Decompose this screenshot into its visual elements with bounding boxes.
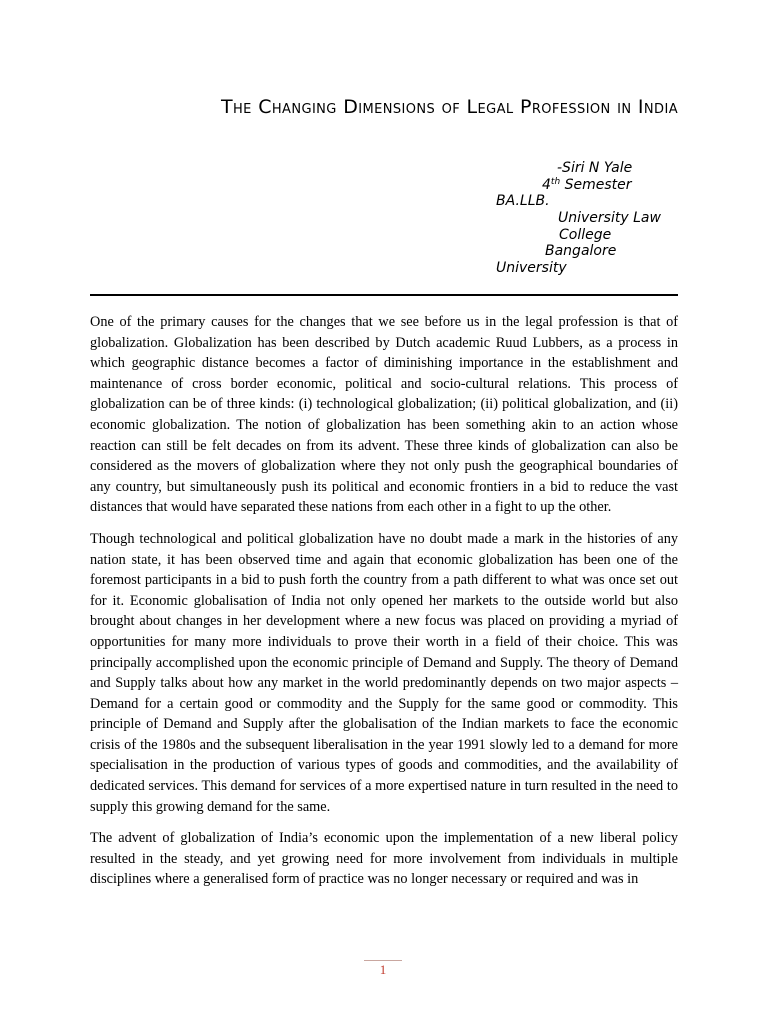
paragraph: The advent of globalization of India’s economic upon the implementation of a new liberal policy resulted in the steady, and yet growing need for more involvement from individuals in multiple disciplines where a generalised form of practice was no longer necessary or required and was in <box>90 830 678 888</box>
author-semester: 4th Semester <box>542 177 632 193</box>
document-body <box>90 312 678 901</box>
author-name: -Siri N Yale <box>557 160 633 176</box>
author-college-line-2: College <box>559 227 612 243</box>
title-divider <box>90 294 678 296</box>
author-university-line-1: Bangalore <box>545 243 617 259</box>
author-college-line-1: University Law <box>558 210 661 226</box>
author-degree: BA.LLB. <box>496 193 550 209</box>
page-number: 1 <box>379 962 387 977</box>
author-university-line-2: University <box>496 260 567 276</box>
paragraph: One of the primary causes for the changes that we see before us in the legal profession is that of globalization. Globalization has been described by Dutch academic Ruud Lubbers, as a process in which geographic distance becomes a factor of diminishing importance in the establishment and maintenance of cross border economic, political and socio-cultural relations. This process of globalization can be of three kinds: (i) technological globalization; (ii) political globalization, and (ii) economic globalization. The notion of globalization has been something akin to an action whose reaction can still be felt decades on from its advent. These three kinds of globalization can also be considered as the movers of globalization where they not only push the geographical boundaries of any country, but simultaneously push its political and economic frontiers in a bid to reduce the vast distances that would have separated these nations from each other in a fight to up the other. <box>90 314 678 516</box>
document-title: The Changing Dimensions of Legal Profession in India <box>220 96 678 118</box>
paragraph: Though technological and political globalization have no doubt made a mark in the histories of any nation state, it has been observed time and again that economic globalization has been one of the foremost participants in a bid to push forth the country from a path different to what was once set out for it. Economic globalisation of India not only opened her markets to the outside world but also brought about changes in her development where a new focus was placed on providing a myriad of opportunities for many more individuals to prove their worth in a field of their choice. This was principally accomplished upon the economic principle of Demand and Supply. The theory of Demand and Supply talks about how any market in the world predominantly depends on two major aspects – Demand for a certain good or commodity and the Supply for the same good or commodity. This principle of Demand and Supply after the globalisation of the Indian markets to face the economic crisis of the 1980s and the subsequent liberalisation in the year 1991 slowly led to a demand for more specialisation in the production of various types of goods and commodities, and the availability of dedicated services. This demand for services of a more expertised nature in turn resulted in the need to supply this growing demand for the same. <box>90 530 678 815</box>
footer-divider <box>364 960 402 961</box>
